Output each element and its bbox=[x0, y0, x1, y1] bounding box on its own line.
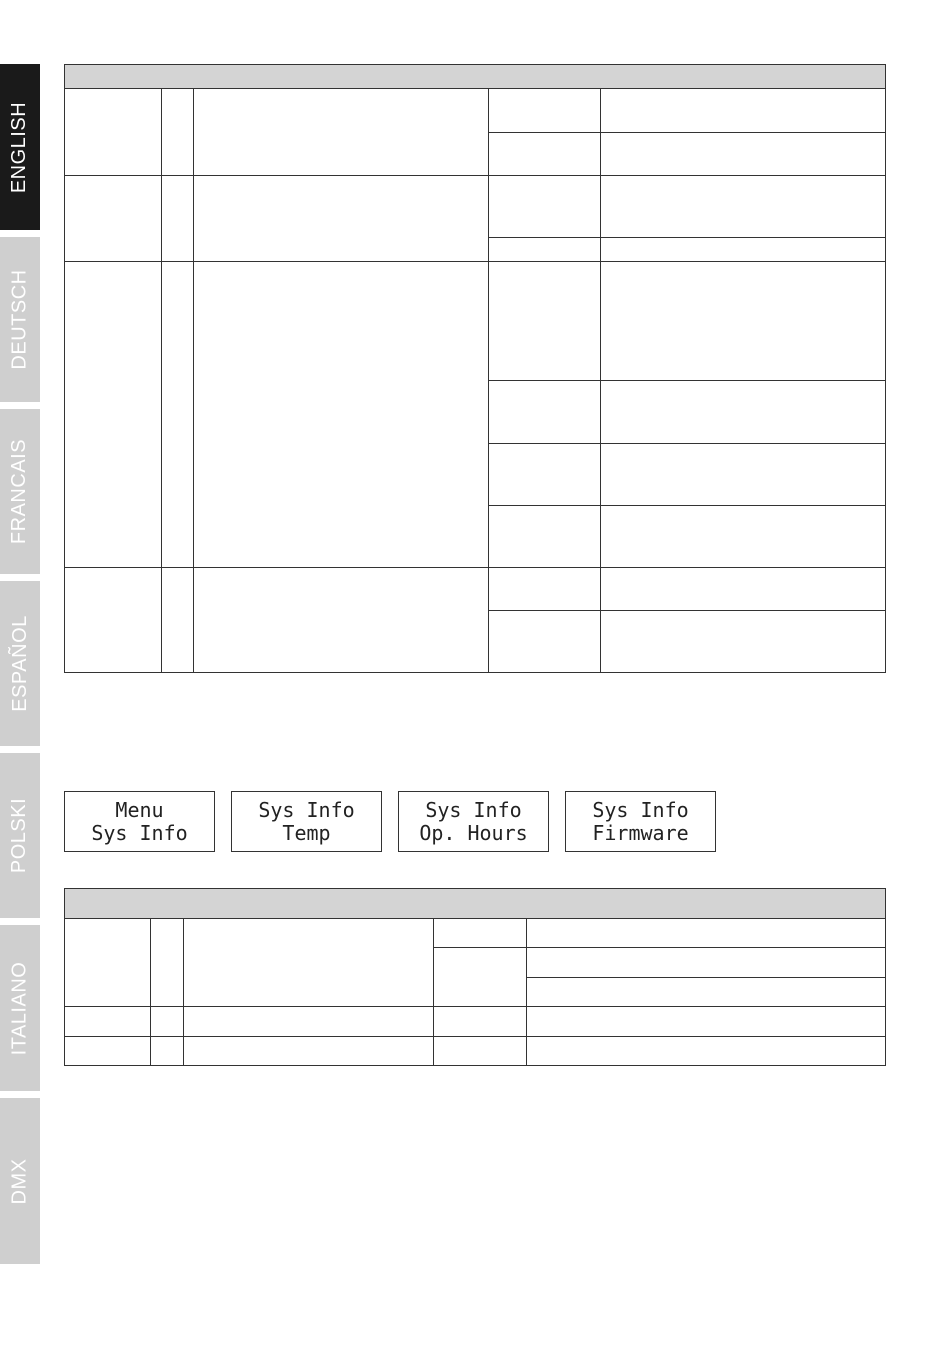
table-cell bbox=[601, 381, 886, 444]
table-cell bbox=[527, 919, 886, 948]
table-cell bbox=[194, 176, 489, 262]
table-cell bbox=[65, 176, 162, 262]
table-cell bbox=[489, 89, 601, 133]
table-cell bbox=[527, 1007, 886, 1037]
lcd-screen-sys-info-firmware bbox=[565, 791, 716, 852]
table-cell bbox=[489, 506, 601, 568]
table-header-cell bbox=[65, 889, 886, 919]
table-cell bbox=[65, 919, 151, 1007]
table-row bbox=[65, 1037, 886, 1066]
table-cell bbox=[65, 568, 162, 673]
table-cell bbox=[162, 89, 194, 176]
table-cell bbox=[489, 262, 601, 381]
lang-tab-label: POLSKI bbox=[8, 797, 31, 874]
table-cell bbox=[489, 381, 601, 444]
table-cell bbox=[434, 1007, 527, 1037]
lcd-line-1: Menu bbox=[115, 797, 164, 822]
table-header-cell bbox=[65, 65, 886, 89]
lcd-line-2: Firmware bbox=[592, 820, 689, 845]
table-cell bbox=[434, 948, 527, 1007]
table-cell bbox=[184, 1007, 434, 1037]
lang-tab-espanol[interactable] bbox=[0, 581, 40, 746]
lang-tab-label: DMX bbox=[8, 1158, 31, 1204]
table-cell bbox=[601, 238, 886, 262]
table-cell bbox=[194, 262, 489, 568]
lcd-line-1: Sys Info bbox=[425, 797, 522, 822]
upper-settings-table bbox=[64, 64, 886, 673]
lang-tab-deutsch[interactable] bbox=[0, 237, 40, 402]
table-cell bbox=[65, 1037, 151, 1066]
table-cell bbox=[489, 611, 601, 673]
lang-tab-label: ITALIANO bbox=[8, 961, 31, 1055]
lang-tab-label: ENGLISH bbox=[8, 101, 31, 193]
table-cell bbox=[489, 176, 601, 238]
lang-tab-italiano[interactable] bbox=[0, 925, 40, 1091]
table-cell bbox=[489, 238, 601, 262]
table-cell bbox=[489, 568, 601, 611]
table-cell bbox=[601, 444, 886, 506]
table-cell bbox=[184, 919, 434, 1007]
table-cell bbox=[162, 176, 194, 262]
lcd-line-2: Sys Info bbox=[91, 820, 188, 845]
table-cell bbox=[151, 1007, 184, 1037]
table-cell bbox=[489, 133, 601, 176]
table-cell bbox=[434, 1037, 527, 1066]
table-header-row bbox=[65, 889, 886, 919]
lcd-screen-menu-sys-info bbox=[64, 791, 215, 852]
table-cell bbox=[601, 262, 886, 381]
table-row bbox=[65, 262, 886, 381]
table-cell bbox=[601, 176, 886, 238]
lang-tab-english[interactable] bbox=[0, 64, 40, 230]
table-cell bbox=[65, 262, 162, 568]
table-cell bbox=[527, 948, 886, 978]
table-cell bbox=[601, 568, 886, 611]
lcd-screen-sys-info-temp bbox=[231, 791, 382, 852]
table-row bbox=[65, 919, 886, 948]
table-cell bbox=[65, 1007, 151, 1037]
table-cell bbox=[527, 978, 886, 1007]
lang-tab-polski[interactable] bbox=[0, 753, 40, 918]
table-cell bbox=[194, 568, 489, 673]
lang-tab-label: FRANCAIS bbox=[8, 438, 31, 545]
table-cell bbox=[601, 89, 886, 133]
lang-tab-label: DEUTSCH bbox=[8, 269, 31, 370]
table-cell bbox=[489, 444, 601, 506]
table-cell bbox=[162, 262, 194, 568]
table-row bbox=[65, 1007, 886, 1037]
table-cell bbox=[184, 1037, 434, 1066]
table-row bbox=[65, 568, 886, 611]
lang-tab-francais[interactable] bbox=[0, 409, 40, 574]
lcd-screen-sys-info-op-hours bbox=[398, 791, 549, 852]
lang-tab-dmx[interactable] bbox=[0, 1098, 40, 1264]
lower-sys-info-table bbox=[64, 888, 886, 1066]
table-cell bbox=[162, 568, 194, 673]
table-cell bbox=[601, 611, 886, 673]
table-cell bbox=[65, 89, 162, 176]
lcd-line-2: Op. Hours bbox=[419, 820, 528, 845]
table-cell bbox=[601, 506, 886, 568]
table-row bbox=[65, 89, 886, 133]
table-header-row bbox=[65, 65, 886, 89]
lcd-line-2: Temp bbox=[282, 820, 331, 845]
table-cell bbox=[194, 89, 489, 176]
table-cell bbox=[434, 919, 527, 948]
table-cell bbox=[151, 919, 184, 1007]
table-cell bbox=[527, 1037, 886, 1066]
lcd-line-1: Sys Info bbox=[258, 797, 355, 822]
lang-tab-label: ESPAÑOL bbox=[8, 615, 31, 712]
table-cell bbox=[151, 1037, 184, 1066]
table-cell bbox=[601, 133, 886, 176]
table-row bbox=[65, 176, 886, 238]
lcd-line-1: Sys Info bbox=[592, 797, 689, 822]
